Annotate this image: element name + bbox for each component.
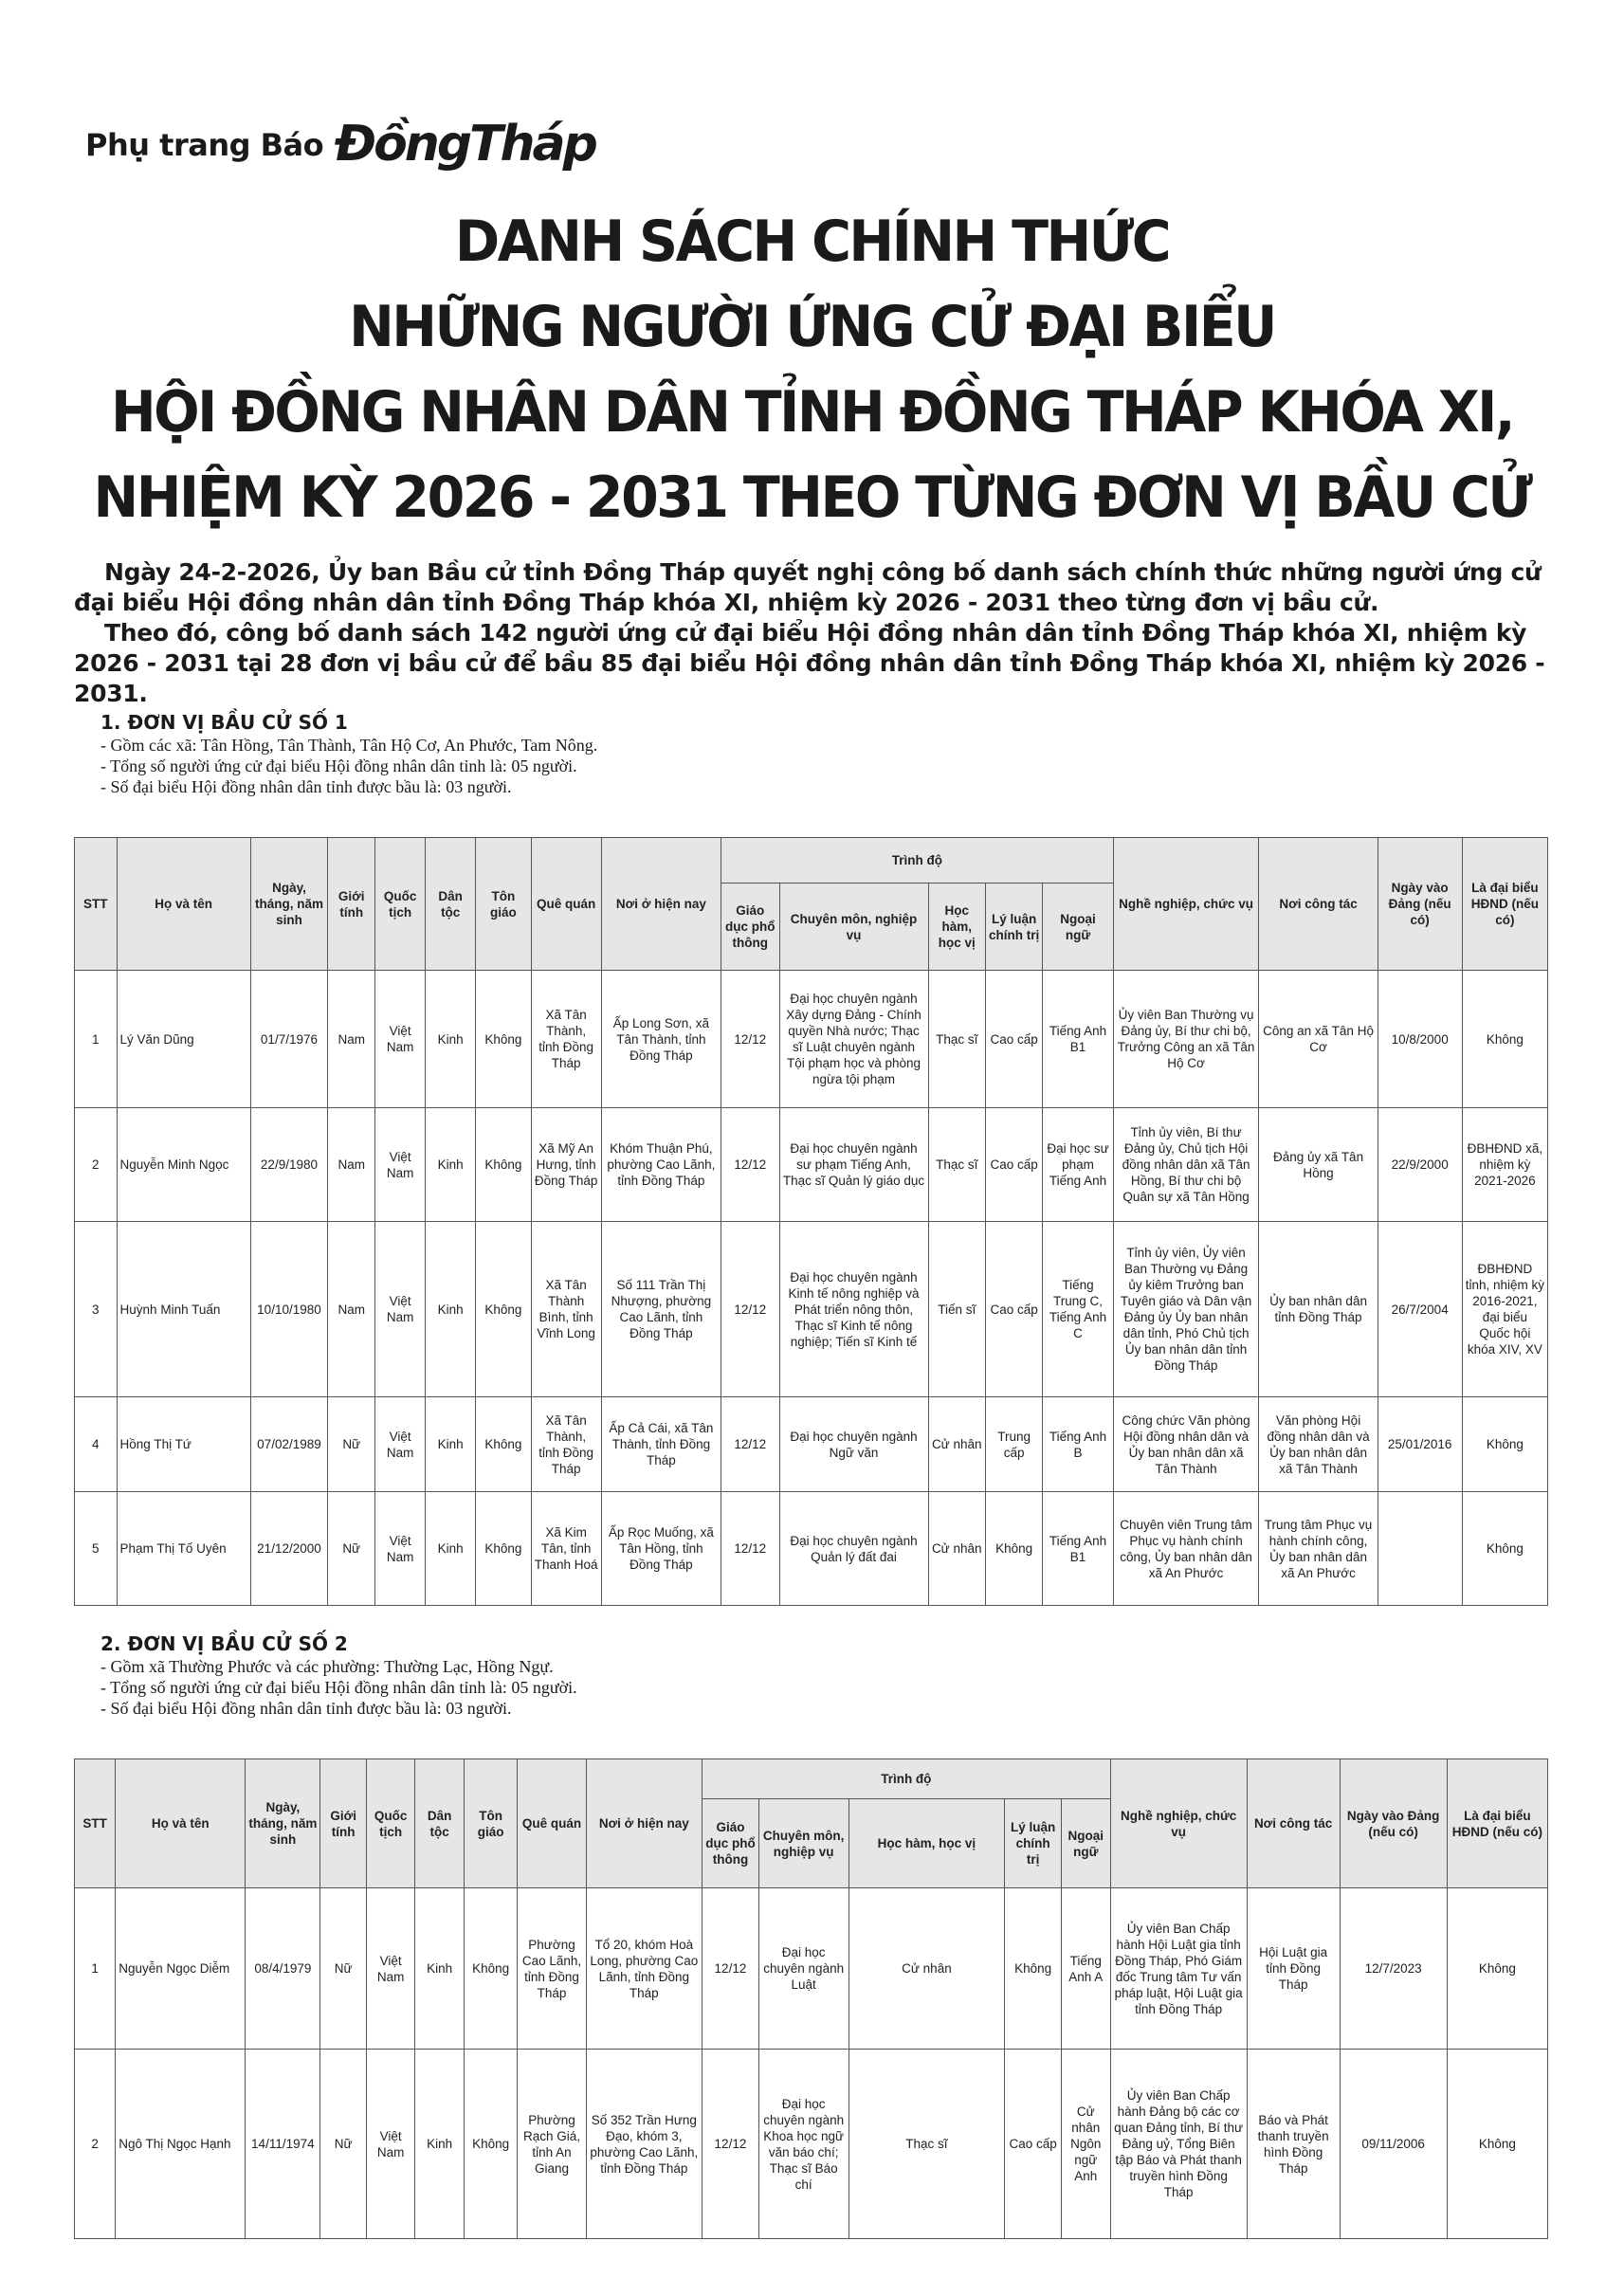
unit-2-info-line: - Số đại biểu Hội đồng nhân dân tỉnh được bầu là: 03 người. xyxy=(100,1699,512,1718)
header-religion: Tôn giáo xyxy=(464,1759,518,1888)
cell-party: 26/7/2004 xyxy=(1378,1222,1462,1397)
cell-party: 22/9/2000 xyxy=(1378,1108,1462,1222)
unit-1-candidate-table xyxy=(74,837,1548,1606)
cell-ethnic: Kinh xyxy=(426,1492,476,1606)
cell-hometown: Phường Rạch Giá, tỉnh An Giang xyxy=(518,2050,586,2239)
cell-major: Đại học chuyên ngành Kinh tế nông nghiệp và Phát triển nông thôn, Thạc sĩ Kinh tế nông nghiệp; Tiến sĩ Kinh tế xyxy=(779,1222,928,1397)
cell-hometown: Xã Kim Tân, tỉnh Thanh Hoá xyxy=(531,1492,601,1606)
cell-ethnic: Kinh xyxy=(415,2050,464,2239)
intro-paragraph-2: Theo đó, công bố danh sách 142 người ứng cử đại biểu Hội đồng nhân dân tỉnh Đồng Tháp khóa XI, nhiệm kỳ 2026 - 2031 tại 28 đơn vị bầu cử để bầu 85 đại biểu Hội đồng nhân dân tỉnh Đồng Tháp khóa XI, nhiệm kỳ 2026 - 2031. xyxy=(74,619,1545,707)
cell-hometown: Phường Cao Lãnh, tỉnh Đồng Tháp xyxy=(518,1888,586,2050)
header-ethnic: Dân tộc xyxy=(426,838,476,971)
cell-ethnic: Kinh xyxy=(426,1397,476,1492)
cell-deputy: ĐBHĐND tỉnh, nhiệm kỳ 2016-2021, đại biểu Quốc hội khóa XIV, XV xyxy=(1462,1222,1547,1397)
table-row xyxy=(75,1888,1548,2050)
cell-dob: 21/12/2000 xyxy=(250,1492,328,1606)
cell-deputy: Không xyxy=(1462,971,1547,1108)
cell-hometown: Xã Tân Thành, tỉnh Đồng Tháp xyxy=(531,971,601,1108)
cell-dob: 08/4/1979 xyxy=(246,1888,320,2050)
cell-language: Cử nhân Ngôn ngữ Anh xyxy=(1062,2050,1111,2239)
header-dob: Ngày, tháng, năm sinh xyxy=(246,1759,320,1888)
unit-1-info-line: - Số đại biểu Hội đồng nhân dân tỉnh được bầu là: 03 người. xyxy=(100,777,512,796)
header-party: Ngày vào Đảng (nếu có) xyxy=(1378,838,1462,971)
cell-workplace: Trung tâm Phục vụ hành chính công, Ủy ban nhân dân xã An Phước xyxy=(1259,1492,1378,1606)
cell-residence: Ấp Long Sơn, xã Tân Thành, tỉnh Đồng Tháp xyxy=(601,971,721,1108)
cell-ethnic: Kinh xyxy=(426,971,476,1108)
title-line-1: DANH SÁCH CHÍNH THỨC xyxy=(454,209,1170,275)
cell-ethnic: Kinh xyxy=(426,1222,476,1397)
cell-job: Ủy viên Ban Thường vụ Đảng ủy, Bí thư chi bộ, Trưởng Công an xã Tân Hộ Cơ xyxy=(1113,971,1259,1108)
cell-dob: 10/10/1980 xyxy=(250,1222,328,1397)
unit-1-info-line: - Gồm các xã: Tân Hồng, Tân Thành, Tân Hộ Cơ, An Phước, Tam Nông. xyxy=(100,736,598,755)
cell-major: Đại học chuyên ngành Quản lý đất đai xyxy=(779,1492,928,1606)
unit-2-candidate-table xyxy=(74,1758,1548,2239)
intro-paragraph-1: Ngày 24-2-2026, Ủy ban Bầu cử tỉnh Đồng Tháp quyết nghị công bố danh sách chính thức những người ứng cử đại biểu Hội đồng nhân dân tỉnh Đồng Tháp khóa XI, nhiệm kỳ 2026 - 2031 theo từng đơn vị bầu cử. xyxy=(74,558,1542,616)
unit-1-heading: 1. ĐƠN VỊ BẦU CỬ SỐ 1 xyxy=(100,711,348,734)
cell-religion: Không xyxy=(476,971,531,1108)
cell-job: Tỉnh ủy viên, Bí thư Đảng ủy, Chủ tịch Hội đồng nhân dân xã Tân Hồng, Bí thư chi bộ Quân sự xã Tân Hồng xyxy=(1113,1108,1259,1222)
header-major: Chuyên môn, nghiệp vụ xyxy=(779,884,928,971)
cell-degree: Thạc sĩ xyxy=(848,2050,1005,2239)
cell-residence: Khóm Thuận Phú, phường Cao Lãnh, tỉnh Đồng Tháp xyxy=(601,1108,721,1222)
cell-ethnic: Kinh xyxy=(426,1108,476,1222)
cell-religion: Không xyxy=(464,1888,518,2050)
header-party: Ngày vào Đảng (nếu có) xyxy=(1340,1759,1447,1888)
cell-language: Đại học sư phạm Tiếng Anh xyxy=(1043,1108,1113,1222)
title-line-3: HỘI ĐỒNG NHÂN DÂN TỈNH ĐỒNG THÁP KHÓA XI, xyxy=(110,379,1514,446)
header-religion: Tôn giáo xyxy=(476,838,531,971)
cell-language: Tiếng Anh B1 xyxy=(1043,971,1113,1108)
cell-religion: Không xyxy=(476,1222,531,1397)
header-residence: Nơi ở hiện nay xyxy=(586,1759,703,1888)
header-workplace: Nơi công tác xyxy=(1259,838,1378,971)
cell-party: 25/01/2016 xyxy=(1378,1397,1462,1492)
cell-residence: Số 111 Trần Thị Nhượng, phường Cao Lãnh, tỉnh Đồng Tháp xyxy=(601,1222,721,1397)
header-nationality: Quốc tịch xyxy=(366,1759,414,1888)
cell-sex: Nam xyxy=(328,1108,375,1222)
header-trinh-do: Trình độ xyxy=(721,838,1114,884)
header-residence: Nơi ở hiện nay xyxy=(601,838,721,971)
cell-sex: Nữ xyxy=(328,1492,375,1606)
cell-nationality: Việt Nam xyxy=(375,1108,426,1222)
cell-major: Đại học chuyên ngành Ngữ văn xyxy=(779,1397,928,1492)
cell-edu: 12/12 xyxy=(721,1397,780,1492)
table-row xyxy=(75,1492,1548,1606)
intro-text xyxy=(74,557,1553,709)
cell-edu: 12/12 xyxy=(721,1108,780,1222)
header-language: Ngoại ngữ xyxy=(1043,884,1113,971)
cell-job: Tỉnh ủy viên, Ủy viên Ban Thường vụ Đảng ủy kiêm Trưởng ban Tuyên giáo và Dân vận Đảng ủy Ủy ban nhân dân tỉnh, Phó Chủ tịch Ủy ban nhân dân tỉnh Đồng Tháp xyxy=(1113,1222,1259,1397)
header-politics: Lý luận chính trị xyxy=(985,884,1042,971)
cell-religion: Không xyxy=(476,1397,531,1492)
cell-stt: 2 xyxy=(75,1108,118,1222)
cell-language: Tiếng Trung C, Tiếng Anh C xyxy=(1043,1222,1113,1397)
header-major: Chuyên môn, nghiệp vụ xyxy=(758,1799,848,1888)
cell-dob: 07/02/1989 xyxy=(250,1397,328,1492)
table-row xyxy=(75,1108,1548,1222)
cell-job: Công chức Văn phòng Hội đồng nhân dân và Ủy ban nhân dân xã Tân Thành xyxy=(1113,1397,1259,1492)
cell-party xyxy=(1378,1492,1462,1606)
cell-deputy: Không xyxy=(1447,1888,1547,2050)
cell-stt: 5 xyxy=(75,1492,118,1606)
cell-nationality: Việt Nam xyxy=(366,1888,414,2050)
cell-stt: 3 xyxy=(75,1222,118,1397)
cell-deputy: Không xyxy=(1462,1492,1547,1606)
header-name: Họ và tên xyxy=(116,1759,246,1888)
cell-politics: Trung cấp xyxy=(985,1397,1042,1492)
cell-name: Huỳnh Minh Tuấn xyxy=(117,1222,250,1397)
unit-2-info-line: - Gồm xã Thường Phước và các phường: Thường Lạc, Hồng Ngự. xyxy=(100,1657,554,1676)
cell-hometown: Xã Tân Thành, tỉnh Đồng Tháp xyxy=(531,1397,601,1492)
cell-workplace: Báo và Phát thanh truyền hình Đồng Tháp xyxy=(1247,2050,1340,2239)
unit-2-heading: 2. ĐƠN VỊ BẦU CỬ SỐ 2 xyxy=(100,1632,348,1655)
cell-politics: Cao cấp xyxy=(1005,2050,1062,2239)
header-nationality: Quốc tịch xyxy=(375,838,426,971)
table-row xyxy=(75,971,1548,1108)
cell-nationality: Việt Nam xyxy=(366,2050,414,2239)
cell-edu: 12/12 xyxy=(721,971,780,1108)
header-hometown: Quê quán xyxy=(531,838,601,971)
cell-edu: 12/12 xyxy=(721,1222,780,1397)
header-dob: Ngày, tháng, năm sinh xyxy=(250,838,328,971)
cell-job: Ủy viên Ban Chấp hành Hội Luật gia tỉnh Đồng Tháp, Phó Giám đốc Trung tâm Tư vấn pháp luật, Hội Luật gia tỉnh Đồng Tháp xyxy=(1110,1888,1247,2050)
cell-ethnic: Kinh xyxy=(415,1888,464,2050)
cell-sex: Nữ xyxy=(328,1397,375,1492)
cell-party: 12/7/2023 xyxy=(1340,1888,1447,2050)
header-deputy: Là đại biểu HĐND (nếu có) xyxy=(1462,838,1547,971)
cell-party: 09/11/2006 xyxy=(1340,2050,1447,2239)
cell-residence: Số 352 Trần Hưng Đạo, khóm 3, phường Cao Lãnh, tỉnh Đồng Tháp xyxy=(586,2050,703,2239)
unit-2-info xyxy=(100,1656,577,1719)
cell-workplace: Đảng ủy xã Tân Hồng xyxy=(1259,1108,1378,1222)
cell-sex: Nam xyxy=(328,971,375,1108)
cell-religion: Không xyxy=(464,2050,518,2239)
table-row xyxy=(75,1397,1548,1492)
cell-deputy: ĐBHĐND xã, nhiệm kỳ 2021-2026 xyxy=(1462,1108,1547,1222)
masthead-prefix: Phụ trang Báo xyxy=(85,127,324,163)
cell-religion: Không xyxy=(476,1492,531,1606)
cell-sex: Nam xyxy=(328,1222,375,1397)
cell-nationality: Việt Nam xyxy=(375,1397,426,1492)
cell-nationality: Việt Nam xyxy=(375,1222,426,1397)
header-language: Ngoại ngữ xyxy=(1062,1799,1111,1888)
header-edu: Giáo dục phổ thông xyxy=(703,1799,759,1888)
cell-deputy: Không xyxy=(1462,1397,1547,1492)
cell-workplace: Văn phòng Hội đồng nhân dân và Ủy ban nhân dân xã Tân Thành xyxy=(1259,1397,1378,1492)
cell-name: Nguyễn Minh Ngọc xyxy=(117,1108,250,1222)
cell-hometown: Xã Tân Thành Bình, tỉnh Vĩnh Long xyxy=(531,1222,601,1397)
cell-language: Tiếng Anh B xyxy=(1043,1397,1113,1492)
cell-residence: Tổ 20, khóm Hoà Long, phường Cao Lãnh, tỉnh Đồng Tháp xyxy=(586,1888,703,2050)
cell-major: Đại học chuyên ngành Luật xyxy=(758,1888,848,2050)
cell-religion: Không xyxy=(476,1108,531,1222)
cell-residence: Ấp Cả Cái, xã Tân Thành, tỉnh Đồng Tháp xyxy=(601,1397,721,1492)
table-row xyxy=(75,2050,1548,2239)
header-degree: Học hàm, học vị xyxy=(848,1799,1005,1888)
cell-edu: 12/12 xyxy=(721,1492,780,1606)
cell-edu: 12/12 xyxy=(703,1888,759,2050)
cell-dob: 01/7/1976 xyxy=(250,971,328,1108)
cell-deputy: Không xyxy=(1447,2050,1547,2239)
header-stt: STT xyxy=(75,1759,116,1888)
cell-degree: Thạc sĩ xyxy=(928,971,985,1108)
newspaper-logo: ĐồngTháp xyxy=(335,116,595,173)
cell-dob: 22/9/1980 xyxy=(250,1108,328,1222)
cell-workplace: Hội Luật gia tỉnh Đồng Tháp xyxy=(1247,1888,1340,2050)
cell-stt: 1 xyxy=(75,1888,116,2050)
cell-sex: Nữ xyxy=(320,1888,366,2050)
header-job: Nghề nghiệp, chức vụ xyxy=(1110,1759,1247,1888)
cell-degree: Cử nhân xyxy=(848,1888,1005,2050)
cell-sex: Nữ xyxy=(320,2050,366,2239)
header-stt: STT xyxy=(75,838,118,971)
header-sex: Giới tính xyxy=(328,838,375,971)
cell-name: Phạm Thị Tố Uyên xyxy=(117,1492,250,1606)
cell-workplace: Ủy ban nhân dân tỉnh Đồng Tháp xyxy=(1259,1222,1378,1397)
cell-major: Đại học chuyên ngành Xây dựng Đảng - Chính quyền Nhà nước; Thạc sĩ Luật chuyên ngành Tội phạm học và phòng ngừa tội phạm xyxy=(779,971,928,1108)
cell-degree: Cử nhân xyxy=(928,1397,985,1492)
cell-hometown: Xã Mỹ An Hưng, tỉnh Đồng Tháp xyxy=(531,1108,601,1222)
cell-name: Ngô Thị Ngọc Hạnh xyxy=(116,2050,246,2239)
header-job: Nghề nghiệp, chức vụ xyxy=(1113,838,1259,971)
cell-party: 10/8/2000 xyxy=(1378,971,1462,1108)
cell-dob: 14/11/1974 xyxy=(246,2050,320,2239)
cell-degree: Tiến sĩ xyxy=(928,1222,985,1397)
title-line-2: NHỮNG NGƯỜI ỨNG CỬ ĐẠI BIỂU xyxy=(349,294,1275,360)
cell-nationality: Việt Nam xyxy=(375,971,426,1108)
cell-stt: 4 xyxy=(75,1397,118,1492)
masthead xyxy=(85,112,595,173)
header-degree: Học hàm, học vị xyxy=(928,884,985,971)
cell-politics: Cao cấp xyxy=(985,1108,1042,1222)
cell-degree: Cử nhân xyxy=(928,1492,985,1606)
cell-language: Tiếng Anh B1 xyxy=(1043,1492,1113,1606)
title-line-4: NHIỆM KỲ 2026 - 2031 THEO TỪNG ĐƠN VỊ BẦU CỬ xyxy=(93,465,1531,531)
header-name: Họ và tên xyxy=(117,838,250,971)
header-sex: Giới tính xyxy=(320,1759,366,1888)
cell-job: Ủy viên Ban Chấp hành Đảng bộ các cơ quan Đảng tỉnh, Bí thư Đảng uỷ, Tổng Biên tập Báo và Phát thanh truyền hình Đồng Tháp xyxy=(1110,2050,1247,2239)
cell-politics: Cao cấp xyxy=(985,1222,1042,1397)
cell-nationality: Việt Nam xyxy=(375,1492,426,1606)
unit-1-info-line: - Tổng số người ứng cử đại biểu Hội đồng nhân dân tỉnh là: 05 người. xyxy=(100,756,577,775)
cell-major: Đại học chuyên ngành sư phạm Tiếng Anh, Thạc sĩ Quản lý giáo dục xyxy=(779,1108,928,1222)
header-edu: Giáo dục phổ thông xyxy=(721,884,780,971)
cell-stt: 1 xyxy=(75,971,118,1108)
cell-politics: Không xyxy=(985,1492,1042,1606)
table-row xyxy=(75,1222,1548,1397)
cell-language: Tiếng Anh A xyxy=(1062,1888,1111,2050)
cell-stt: 2 xyxy=(75,2050,116,2239)
header-hometown: Quê quán xyxy=(518,1759,586,1888)
cell-name: Nguyễn Ngọc Diễm xyxy=(116,1888,246,2050)
header-politics: Lý luận chính trị xyxy=(1005,1799,1062,1888)
page-title xyxy=(0,199,1624,540)
cell-residence: Ấp Rọc Muống, xã Tân Hồng, tỉnh Đồng Tháp xyxy=(601,1492,721,1606)
unit-1-info xyxy=(100,735,597,797)
unit-2-info-line: - Tổng số người ứng cử đại biểu Hội đồng nhân dân tỉnh là: 05 người. xyxy=(100,1678,577,1697)
cell-edu: 12/12 xyxy=(703,2050,759,2239)
cell-degree: Thạc sĩ xyxy=(928,1108,985,1222)
cell-job: Chuyên viên Trung tâm Phục vụ hành chính công, Ủy ban nhân dân xã An Phước xyxy=(1113,1492,1259,1606)
header-deputy: Là đại biểu HĐND (nếu có) xyxy=(1447,1759,1547,1888)
header-ethnic: Dân tộc xyxy=(415,1759,464,1888)
header-workplace: Nơi công tác xyxy=(1247,1759,1340,1888)
cell-name: Lý Văn Dũng xyxy=(117,971,250,1108)
cell-politics: Không xyxy=(1005,1888,1062,2050)
cell-workplace: Công an xã Tân Hộ Cơ xyxy=(1259,971,1378,1108)
header-trinh-do: Trình độ xyxy=(703,1759,1110,1799)
cell-major: Đại học chuyên ngành Khoa học ngữ văn báo chí; Thạc sĩ Báo chí xyxy=(758,2050,848,2239)
cell-politics: Cao cấp xyxy=(985,971,1042,1108)
cell-name: Hồng Thị Tứ xyxy=(117,1397,250,1492)
